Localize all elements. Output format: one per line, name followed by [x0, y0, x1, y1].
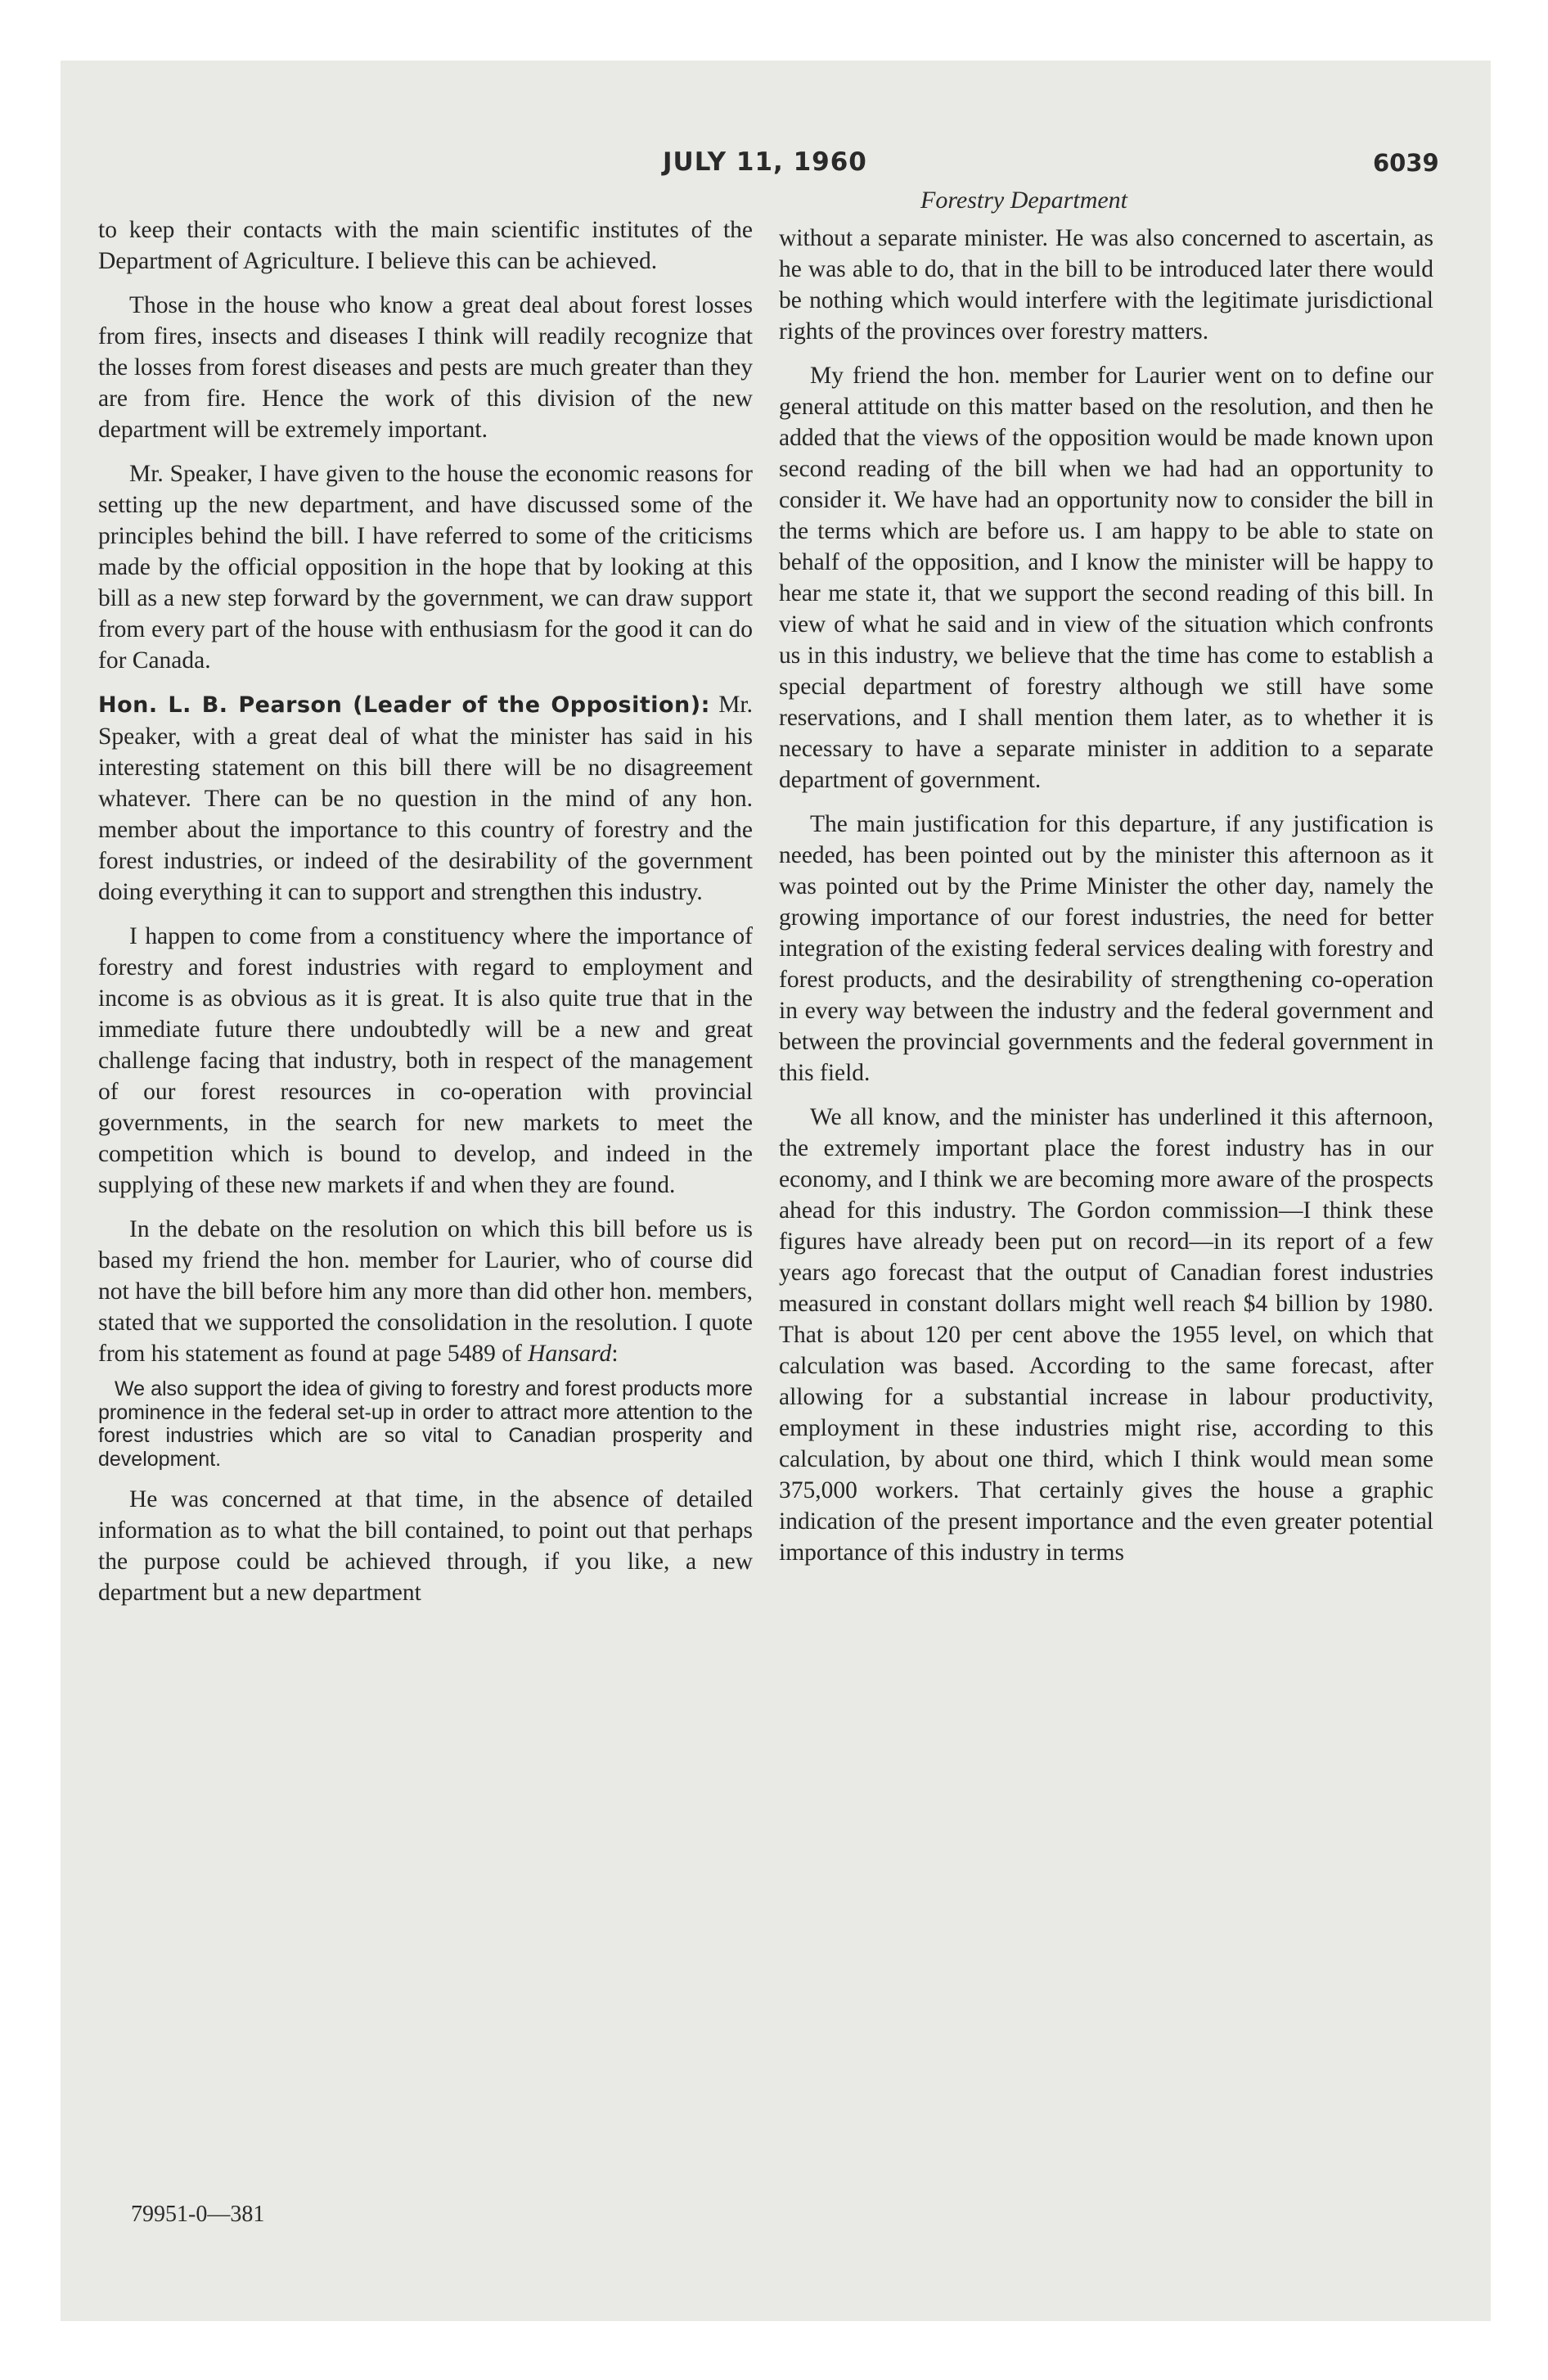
paragraph: Mr. Speaker, I have given to the house the economic reasons for setting up the new department, and have discussed some of the principles behind the bill. I have referred to some of the criticisms made by the official opposition in the hope that by looking at this bill as a new step forward by the government, we can draw support from every part of the house with enthusiasm for the good it can do for Canada.	[98, 461, 753, 674]
header-date: JULY 11, 1960	[663, 147, 867, 177]
speech-paragraph	[98, 689, 753, 908]
block-quote: We also support the idea of giving to forestry and forest products more prominence in the federal set-up in order to attract more attention to the forest industries which are so vital to Canadian prosperity and development.	[98, 1377, 753, 1471]
paragraph: We all know, and the minister has underlined it this afternoon, the extremely important place the forest industry has in our economy, and I think we are becoming more aware of the prospects ahead for this industry. The Gordon commission—I think these figures have already been put on record—in its report of a few years ago forecast that the output of Canadian forest industries measured in constant dollars might well reach $4 billion by 1980. That is about 120 per cent above the 1955 level, on which that calculation was based. According to the same forecast, after allowing for a substantial increase in labour productivity, employment in these industries might rise, according to this calculation, by about one third, which I think would mean some 375,000 workers. That certainly gives the house a graphic indication of the present importance and the even greater potential importance of this industry in terms	[779, 1104, 1433, 1566]
paragraph: The main justification for this departure, if any justification is needed, has been pointed out by the minister this afternoon as it was pointed out by the Prime Minister the other day, namely the growing importance of our forest industries, the need for better integration of the existing federal services dealing with forestry and forest products, and the desirability of strengthening co-operation in every way between the industry and the federal government and between the provincial governments and the federal government in this field.	[779, 811, 1433, 1086]
paragraph: Those in the house who know a great deal about forest losses from fires, insects and diseases I think will readily recognize that the losses from forest diseases and pests are much greater than they are from fire. Hence the work of this division of the new department will be extremely important.	[98, 292, 753, 443]
speech-text: Mr. Speaker, with a great deal of what the minister has said in his interesting statement on this bill there will be no disagreement whatever. There can be no question in the mind of any hon. member about the importance to this country of forestry and the forest industries, or indeed of the desirability of the government doing everything it can to support and strengthen this industry.	[98, 692, 753, 905]
speaker-name: Hon. L. B. Pearson (Leader of the Opposition):	[98, 692, 710, 718]
footer-code: 79951-0—381	[131, 2202, 265, 2227]
paragraph: to keep their contacts with the main scientific institutes of the Department of Agriculture. I believe this can be achieved.	[98, 217, 753, 274]
section-title: Forestry Department	[920, 187, 1128, 214]
paragraph: My friend the hon. member for Laurier went on to define our general attitude on this matter based on the resolution, and then he added that the views of the opposition would be made known upon second reading of the bill when we had had an opportunity to consider it. We have had an opportunity now to consider the bill in the terms which are before us. I am happy to be able to state on behalf of the opposition, and I know the minister will be happy to hear me state it, that we support the second reading of this bill. In view of what he said and in view of the situation which confronts us in this industry, we believe that the time has come to establish a special department of forestry although we still have some reservations, and I shall mention them later, as to whether it is necessary to have a separate minister in addition to a separate department of government.	[779, 363, 1433, 793]
paragraph: He was concerned at that time, in the absence of detailed information as to what the bill contained, to point out that perhaps the purpose could be achieved through, if you like, a new department but a new department	[98, 1486, 753, 1606]
hansard-citation: Hansard	[528, 1341, 612, 1367]
paragraph: I happen to come from a constituency where the importance of forestry and forest industries with regard to employment and income is as obvious as it is great. It is also quite true that in the immediate future there undoubtedly will be a new and great challenge facing that industry, both in respect of the management of our forest resources in co-operation with provincial governments, in the search for new markets to meet the competition which is bound to develop, and indeed in the supplying of these new markets if and when they are found.	[98, 923, 753, 1198]
right-column	[779, 223, 1433, 1568]
page-number: 6039	[1373, 149, 1439, 177]
paragraph: without a separate minister. He was also concerned to ascertain, as he was able to do, that in the bill to be introduced later there would be nothing which would interfere with the legitimate jurisdictional rights of the provinces over forestry matters.	[779, 225, 1433, 345]
paragraph-text: In the debate on the resolution on which this bill before us is based my friend the hon. member for Laurier, who of course did not have the bill before him any more than did other hon. members, stated that we supported the consolidation in the resolution. I quote from his statement as found at page 5489 of	[98, 1216, 753, 1367]
paragraph: In the debate on the resolution on which this bill before us is based my friend the hon. member for Laurier, who of course did not have the bill before him any more than did other hon. members, stated that we supported the consolidation in the resolution. I quote from his statement as found at page 5489 of Hansard:	[98, 1216, 753, 1367]
left-column	[98, 214, 753, 1608]
